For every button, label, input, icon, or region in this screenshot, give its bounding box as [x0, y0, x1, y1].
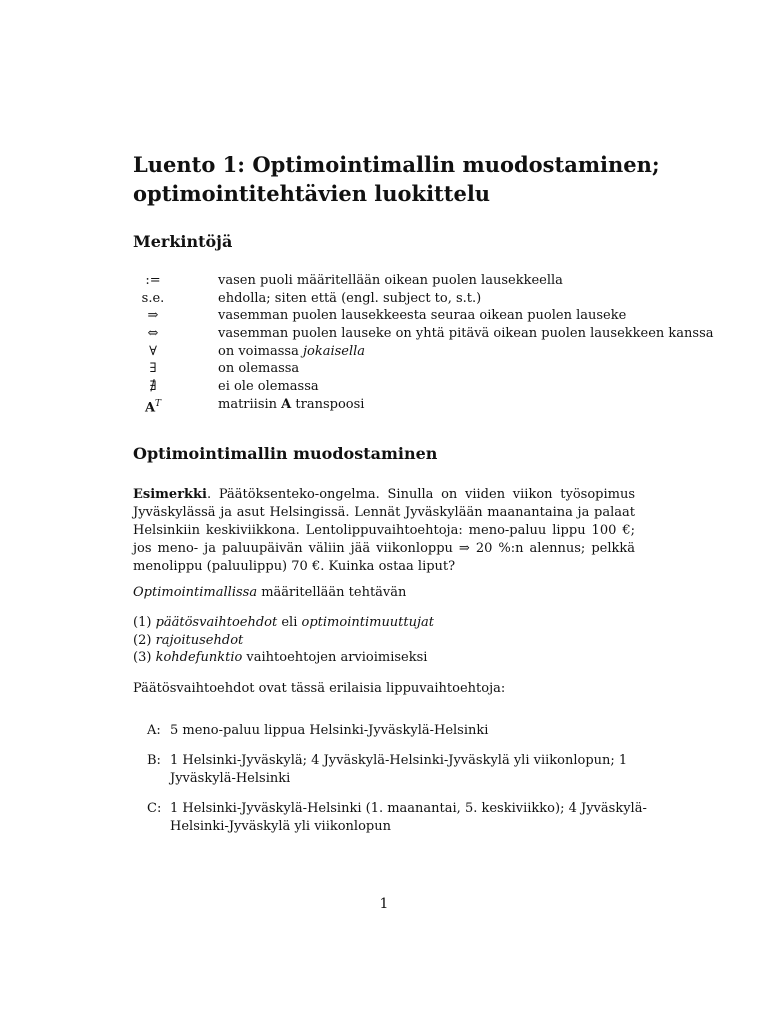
notation-definition: ei ole olemassa: [218, 379, 319, 395]
equivalence-symbol: ⇔: [147, 326, 159, 342]
page-title: [133, 150, 733, 208]
definition-text: matriisin: [218, 396, 282, 412]
notation-row: [133, 396, 733, 414]
list-item: [133, 614, 434, 632]
implies-symbol: ⇒: [147, 308, 159, 324]
notation-symbol: :=: [145, 273, 161, 288]
intro-emphasis: Optimointimallissa: [133, 585, 258, 600]
definition-text: on voimassa: [218, 343, 303, 359]
transpose-symbol: [133, 396, 173, 414]
notation-definition: [218, 396, 364, 414]
option-c: [147, 800, 647, 836]
example-label: Esimerkki: [133, 487, 207, 502]
notation-definition: [218, 343, 365, 361]
list-text: vaihtoehtojen arvioimiseksi: [242, 650, 428, 665]
title-line-2: optimointitehtävien luokittelu: [133, 181, 491, 206]
not-exists-symbol: ∄: [149, 379, 157, 395]
notation-row: [133, 272, 733, 290]
list-term: kohdefunktio: [155, 650, 243, 665]
option-label: C:: [147, 801, 162, 816]
notation-row: [133, 343, 733, 361]
list-term: päätösvaihtoehdot: [155, 615, 278, 630]
example-paragraph: [133, 486, 635, 576]
list-text: eli: [277, 615, 302, 630]
notation-row: [133, 307, 733, 325]
option-text: 1 Helsinki-Jyväskylä-Helsinki (1. maanantai, 5. keskiviikko); 4 Jyväskylä-Helsinki-Jyväskylä yli viikonlopun: [170, 801, 647, 834]
definition-text: transpoosi: [291, 396, 365, 412]
section-heading: Optimointimallin muodostaminen: [133, 444, 438, 463]
forall-symbol: ∀: [149, 343, 157, 359]
option-b: [147, 752, 647, 788]
notation-definition: vasemman puolen lausekkeesta seuraa oikean puolen lauseke: [218, 308, 627, 324]
list-term: optimointimuuttujat: [301, 615, 435, 630]
choices-intro: Päätösvaihtoehdot ovat tässä erilaisia lippuvaihtoehtoja:: [133, 681, 506, 696]
notation-definition: vasemman puolen lauseke on yhtä pitävä oikean puolen lausekkeen kanssa: [218, 326, 714, 342]
list-number: (2): [133, 632, 152, 648]
notation-definition: ehdolla; siten että (engl. subject to, s.t.): [218, 290, 482, 306]
matrix-symbol: A: [144, 400, 156, 416]
page-number: 1: [379, 896, 389, 912]
notation-row: [133, 325, 733, 343]
list-number: (3): [133, 650, 152, 665]
list-item: [133, 649, 434, 667]
notation-definition: on olemassa: [218, 361, 300, 377]
example-text: . Päätöksenteko-ongelma. Sinulla on viiden viikon työsopimus Jyväskylässä ja asut Helsingissä. Lennät Jyväskylään maanantaina ja palaat Helsinkiin keskiviikkona. Lentolippuvaihtoehtoja: meno-paluu lippu 100 €; jos meno- ja paluupäivän väliin jää viikonloppu ⇒ 20 %:n alennus; pelkkä menolippu (paluulippu) 70 €. Kuinka ostaa liput?: [133, 487, 635, 574]
definition-emphasis: jokaisella: [302, 343, 366, 359]
title-line-1: Luento 1: Optimointimallin muodostaminen;: [133, 152, 660, 177]
notation-definition: vasen puoli määritellään oikean puolen lausekkeella: [218, 273, 563, 288]
notation-symbol: s.e.: [141, 290, 165, 306]
notation-row: [133, 360, 733, 378]
model-intro: [133, 584, 635, 602]
list-term: rajoitusehdot: [155, 632, 244, 648]
list-number: (1): [133, 615, 152, 630]
notation-heading: Merkintöjä: [133, 232, 233, 251]
notation-table: [133, 272, 733, 414]
option-text: 1 Helsinki-Jyväskylä; 4 Jyväskylä-Helsinki-Jyväskylä yli viikonlopun; 1 Jyväskylä-Helsinki: [170, 753, 628, 786]
list-item: [133, 632, 434, 650]
transpose-superscript: T: [155, 398, 162, 409]
definition-bold: A: [281, 396, 292, 412]
notation-row: [133, 378, 733, 396]
option-label: A:: [147, 723, 161, 738]
intro-text: määritellään tehtävän: [257, 585, 407, 600]
option-label: B:: [147, 753, 161, 768]
model-components-list: [133, 614, 434, 667]
exists-symbol: ∃: [149, 361, 157, 377]
option-text: 5 meno-paluu lippua Helsinki-Jyväskylä-Helsinki: [170, 723, 489, 738]
option-a: [147, 722, 647, 740]
notation-row: [133, 290, 733, 308]
